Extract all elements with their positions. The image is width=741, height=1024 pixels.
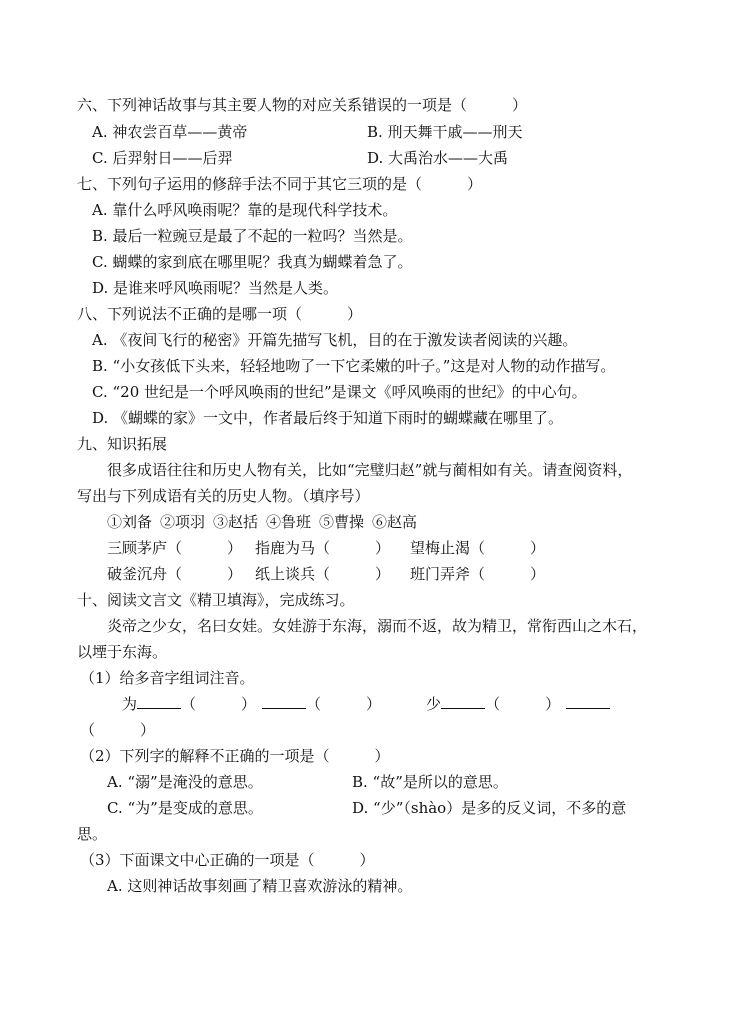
pinyin-blank[interactable]: （ ） bbox=[485, 695, 561, 713]
pinyin-blank[interactable]: （ ） bbox=[306, 695, 382, 713]
q10-sub3-title: （3）下面课文中心正确的一项是（ ） bbox=[80, 851, 375, 869]
answer-blank[interactable] bbox=[441, 694, 485, 709]
q9-person-option: ⑥赵高 bbox=[372, 513, 418, 531]
polyphone-row bbox=[122, 694, 610, 714]
q9-person-option: ④鲁班 bbox=[266, 513, 312, 531]
q10-sub2-option-a: A. “溺”是淹没的意思。 bbox=[107, 773, 263, 791]
pinyin-blank[interactable]: （ ） bbox=[80, 721, 156, 739]
q10-sub1-title: （1）给多音字组词注音。 bbox=[80, 669, 255, 687]
q10-sub2-option-c: C. “为”是变成的意思。 bbox=[107, 799, 263, 817]
q10-title: 十、阅读文言文《精卫填海》，完成练习。 bbox=[77, 591, 355, 609]
q9-idiom-blank[interactable]: 三顾茅庐（ ） bbox=[107, 539, 243, 557]
q8-title: 八、下列说法不正确的是哪一项（ ） bbox=[77, 305, 363, 323]
polyphone-char: 少 bbox=[426, 695, 442, 713]
q9-person-option: ①刘备 bbox=[107, 513, 153, 531]
q10-sub3-option-a: A. 这则神话故事刻画了精卫喜欢游泳的精神。 bbox=[107, 877, 413, 895]
q8-option-b: B. “小女孩低下头来，轻轻地吻了一下它柔嫩的叶子。”这是对人物的动作描写。 bbox=[92, 357, 616, 375]
q6-option-b: B. 刑天舞干戚——刑天 bbox=[367, 123, 523, 141]
q9-idiom-blank[interactable]: 破釜沉舟（ ） bbox=[107, 565, 243, 583]
answer-blank[interactable] bbox=[137, 694, 181, 709]
q10-sub2-option-d-cont: 思。 bbox=[77, 825, 108, 843]
q7-option-a: A. 靠什么呼风唤雨呢？靠的是现代科学技术。 bbox=[92, 201, 398, 219]
q10-sub2-option-b: B. “故”是所以的意思。 bbox=[352, 773, 508, 791]
q8-option-c: C. “20 世纪是一个呼风唤雨的世纪”是课文《呼风唤雨的世纪》的中心句。 bbox=[92, 383, 587, 401]
q6-option-c: C. 后羿射日——后羿 bbox=[92, 149, 233, 167]
q9-idiom-blank[interactable]: 班门弄斧（ ） bbox=[410, 565, 546, 583]
polyphone-char: 为 bbox=[122, 695, 138, 713]
q10-passage-line2: 以堙于东海。 bbox=[77, 643, 168, 661]
q9-person-option: ⑤曹操 bbox=[319, 513, 365, 531]
q7-option-b: B. 最后一粒豌豆是最了不起的一粒吗？当然是。 bbox=[92, 227, 413, 245]
pinyin-blank[interactable]: （ ） bbox=[181, 695, 257, 713]
q9-title: 九、知识拓展 bbox=[77, 435, 168, 453]
q8-option-d: D. 《蝴蝶的家》一文中，作者最后终于知道下雨时的蝴蝶藏在哪里了。 bbox=[92, 409, 564, 427]
q9-idiom-blank[interactable]: 望梅止渴（ ） bbox=[410, 539, 546, 557]
q6-option-d: D. 大禹治水——大禹 bbox=[367, 149, 509, 167]
q9-person-option: ②项羽 bbox=[160, 513, 206, 531]
q9-paragraph-line1: 很多成语往往和历史人物有关，比如“完璧归赵”就与蔺相如有关。请查阅资料， bbox=[107, 461, 633, 479]
q10-passage-line1: 炎帝之少女，名曰女娃。女娃游于东海，溺而不返，故为精卫，常衔西山之木石， bbox=[107, 617, 648, 635]
q6-option-a: A. 神农尝百草——黄帝 bbox=[92, 123, 248, 141]
q8-option-a: A. 《夜间飞行的秘密》开篇先描写飞机，目的在于激发读者阅读的兴趣。 bbox=[92, 331, 578, 349]
q9-paragraph-line2: 写出与下列成语有关的历史人物。（填序号） bbox=[77, 487, 370, 505]
answer-blank[interactable] bbox=[566, 694, 610, 709]
q7-title: 七、下列句子运用的修辞手法不同于其它三项的是（ ） bbox=[77, 175, 483, 193]
q10-sub2-title: （2）下列字的解释不正确的一项是（ ） bbox=[80, 747, 390, 765]
answer-blank[interactable] bbox=[262, 694, 306, 709]
q9-idiom-blank[interactable]: 指鹿为马（ ） bbox=[255, 539, 391, 557]
q6-title: 六、下列神话故事与其主要人物的对应关系错误的一项是（ ） bbox=[77, 96, 528, 114]
q10-sub2-option-d: D. “少”（shào）是多的反义词，不多的意 bbox=[352, 799, 627, 817]
q9-person-option: ③赵括 bbox=[213, 513, 259, 531]
q9-idiom-blank[interactable]: 纸上谈兵（ ） bbox=[255, 565, 391, 583]
q7-option-c: C. 蝴蝶的家到底在哪里呢？我真为蝴蝶着急了。 bbox=[92, 253, 413, 271]
q7-option-d: D. 是谁来呼风唤雨呢？当然是人类。 bbox=[92, 279, 339, 297]
